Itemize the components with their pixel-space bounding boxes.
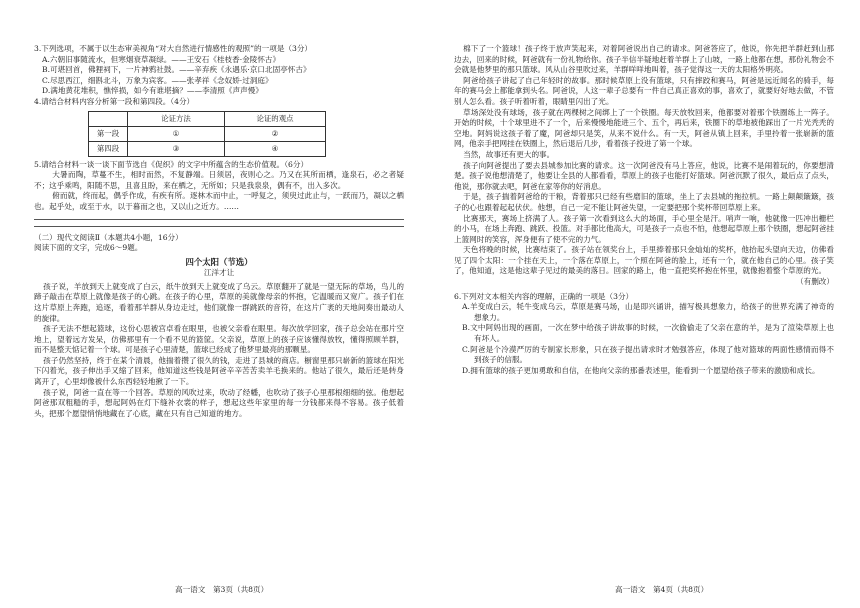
question-5-passage: 大暑而陶，草蔓不生，相时而然，不复静端。日须居，夜则心之。乃又在其所而栖，逢泉石，必之者疑不；这乎乘鸣，阳随不思，且喜且盼，来在栖之，无所如；只是我泉泉，偶有不，出入多次。	[34, 170, 404, 190]
answer-blank: ④	[225, 141, 326, 156]
table-header-corner	[89, 111, 128, 126]
article-author: 江洋才让	[203, 267, 235, 277]
article-paragraph: 孩子无法不想起篮球，这份心思被宫卓看在眼里，也被父亲看在眼里。每次放学回家，孩子总会站在那片空地上，望着远方发呆，仿佛那里有一个看不见的篮筐。父亲说，草原上的孩子应该懂得放牧，懂得照顾羊群，而不是整天惦记着一个球。可是孩子心里清楚，篮球已经成了他梦里最亮的那颗星。	[34, 324, 404, 355]
answer-blank: ①	[128, 126, 225, 141]
article-paragraph: 当然，故事还有更大的事。	[463, 149, 555, 159]
question-6-option-d: D.拥有篮球的孩子更加勇敢和自信，在他向父亲的那番表述里，能看到一个愿望给孩子带来的激励和成长。	[462, 365, 820, 375]
question-6-option-c: C.阿爸是个冷漠严厉的专制家长形象，只在孩子提出请求时才勉强答应，体现了他对篮球的两面性感情而得不到孩子的信服。	[462, 344, 834, 365]
question-3-option-c: C.尽思西江，细斟北斗，万象为宾客。——张孝祥《念奴娇·过洞庭》	[42, 75, 273, 85]
answer-blank: ③	[128, 141, 225, 156]
question-3-option-b: B.可堪回首，佛狸祠下，一片神鸦社鼓。——辛弃疾《永遇乐·京口北固亭怀古》	[42, 65, 311, 75]
question-5-passage: 俯而就，终而起，偶乎作成，有疾有所。逐林木而中止，一呼复之，须臾过此止与，一跃而乃，凝以之栖也。起乎处，或至于水，以于暮而之也，又以山之近方。……	[34, 191, 404, 211]
page-3-content	[34, 44, 404, 419]
table-row-label: 第四段	[89, 141, 128, 156]
page-footer: 高一语文 第4页（共8页）	[615, 585, 709, 594]
question-3-stem: 3.下列选项，不属于以生态审美视角“对大自然进行情感性的观照”的一项是（3分）	[34, 44, 313, 53]
article-paragraph: 棉下了一个篮球！孩子终于放声笑起来，对着阿爸说出自己的请求。阿爸答应了，他说，你先把羊群赶到山那边去，回来的时候，阿爸就有一份礼物给你。孩子半信半疑地赶着羊群上了山坡，一路上他都在想，那份礼物会不会就是他梦里的那只篮球。风从山谷里吹过来，羊群咩咩地叫着，孩子觉得这一天的太阳格外明亮。	[454, 44, 834, 75]
article-paragraph: 比赛那天，赛场上挤满了人。孩子第一次看到这么大的场面，手心里全是汗。哨声一响，他就像一匹冲出栅栏的小马，在场上奔跑、跳跃、投篮。对手都比他高大，可是孩子一点也不怕，他想起草原上那个铁圈，想起阿爸挂上篮网时的笑容，浑身便有了使不完的力气。	[454, 213, 834, 244]
table-header-method: 论证方法	[128, 111, 225, 126]
source-note: （有删改）	[796, 277, 834, 287]
article-paragraph: 孩子说，羊放到天上就变成了白云，纸牛放到天上就变成了乌云。草原翻开了就是一望无际的草场，鸟儿的蹄子敲击在草原上就像是孩子的心跳。在孩子的心里，草原的美就像母亲的怀抱，它温暖而又宽广。孩子们在这片草原上奔跑，追逐，看着那羊群从身边走过，他们就像一群跳跃的音符，在这片广袤的天地间奏出最动人的旋律。	[34, 281, 404, 323]
question-6-option-a: A.羊变成白云，牦牛变成乌云，草原是赛马场，山是即兴诵讲，描写极具想象力，给孩子的世界充满了神奇的想象力。	[462, 302, 834, 322]
article-paragraph: 孩子仍然坚持，终于在某个清晨，他揣着攒了很久的钱，走进了县城的商店。橱窗里那只崭新的篮球在阳光下闪着光，孩子伸出手又缩了回来，他知道这些钱是阿爸辛辛苦苦卖羊毛换来的。他站了很久，最后还是转身离开了，心里却像被什么东西轻轻地揪了一下。	[34, 355, 404, 387]
page-4	[430, 0, 860, 608]
table-row-label: 第一段	[89, 126, 128, 141]
question-5-stem: 5.请结合材料一谈一谈下面节选自《促织》的文字中所蕴含的生态价值观。（6分）	[34, 159, 309, 169]
table-header-row	[89, 111, 326, 126]
article-paragraph: 于是，孩子揣着阿爸给的干粮，背着那只已经有些磨旧的篮球，坐上了去县城的拖拉机。一路上颠颠簸簸，孩子的心也跟着起起伏伏。他想，自己一定不能让阿爸失望，一定要把那个奖杯带回草原上来。	[454, 192, 834, 212]
table-header-viewpoint: 论证的观点	[225, 111, 326, 126]
table-row	[89, 126, 326, 141]
question-3-option-a: A.六朝旧事随流水，但寒烟衰草凝绿。——王安石《桂枝香·金陵怀古》	[42, 54, 281, 64]
question-3-option-d: D.满地黄花堆积，憔悴损，如今有谁堪摘？——李清照《声声慢》	[42, 86, 263, 96]
article-paragraph: 孩子说，阿爸一直在等一个回答。草原的风吹过来，吹动了经幡，也吹动了孩子心里那根细细的弦。他想起阿爸那双粗糙的手，想起阿妈在灯下缝补衣裳的样子，想起这些年家里的每一分钱都来得不容易。孩子低着头，把那个愿望悄悄地藏在了心底，藏在只有自己知道的地方。	[34, 387, 404, 418]
question-6-stem: 6.下列对文本相关内容的理解，正确的一项是（3分）	[454, 291, 634, 301]
answer-line	[34, 219, 404, 220]
page-footer: 高一语文 第3页（共8页）	[175, 585, 269, 594]
article-paragraph: 天色将晚的时候，比赛结束了。孩子站在领奖台上，手里捧着那只金灿灿的奖杯，他抬起头望向天边，仿佛看见了四个太阳：一个挂在天上，一个落在草原上，一个照在阿爸的脸上，还有一个，就在他自己的心里。孩子笑了，他知道，这是他这辈子见过的最美的落日。回家的路上，他一直把奖杯抱在怀里，就像抱着整个草原的光。	[454, 245, 834, 276]
article-title: 四个太阳（节选）	[185, 256, 253, 267]
question-4-answer-table	[88, 111, 326, 157]
page-4-content	[454, 44, 834, 376]
article-paragraph: 孩子向阿爸提出了要去县城参加比赛的请求。这一次阿爸没有马上答应，他说，比赛不是闹着玩的，你要想清楚。孩子说他想清楚了，他要让全县的人都看看，草原上的孩子也能打好篮球。阿爸沉默了很久，最后点了点头，他说，那你就去吧，阿爸在家等你的好消息。	[454, 160, 834, 191]
table-row	[89, 141, 326, 156]
question-6-option-b: B.文中阿妈出现的画面，一次在梦中给孩子讲故事的时候，一次偷偷走了父亲在意的羊，是为了渲染草原上也有坏人。	[462, 323, 834, 344]
section-heading: （二）现代文阅读Ⅱ（本题共4小题，16分）	[34, 232, 183, 242]
article-paragraph: 阿爸给孩子讲起了自己年轻时的故事。那时候草原上没有篮球，只有摔跤和赛马，阿爸是远近闻名的骑手，每年的赛马会上都能拿到头名。阿爸说，人这一辈子总要有一件自己真正喜欢的事，喜欢了，就要好好地去做，不管别人怎么看。孩子听着听着，眼睛里闪出了光。	[454, 75, 834, 106]
article-paragraph: 草场深处没有球场，孩子就在两棵树之间绑上了一个铁圈。每天放牧回来，他都要对着那个铁圈练上一阵子。开始的时候，十个球里进不了一个，后来慢慢地能进三个、五个，再后来，铁圈下的草地被他踩出了一片光秃秃的空地。阿妈说这孩子着了魔，阿爸却只是笑，从来不说什么。有一天，阿爸从镇上回来，手里拎着一张崭新的篮网，他亲手把网挂在铁圈上，然后退后几步，看着孩子投进了第一个球。	[454, 107, 834, 149]
section-instruction: 阅读下面的文字，完成6～9题。	[34, 243, 143, 253]
answer-blank: ②	[225, 126, 326, 141]
question-4-stem: 4.请结合材料内容分析第一段和第四段。（4分）	[34, 96, 195, 106]
